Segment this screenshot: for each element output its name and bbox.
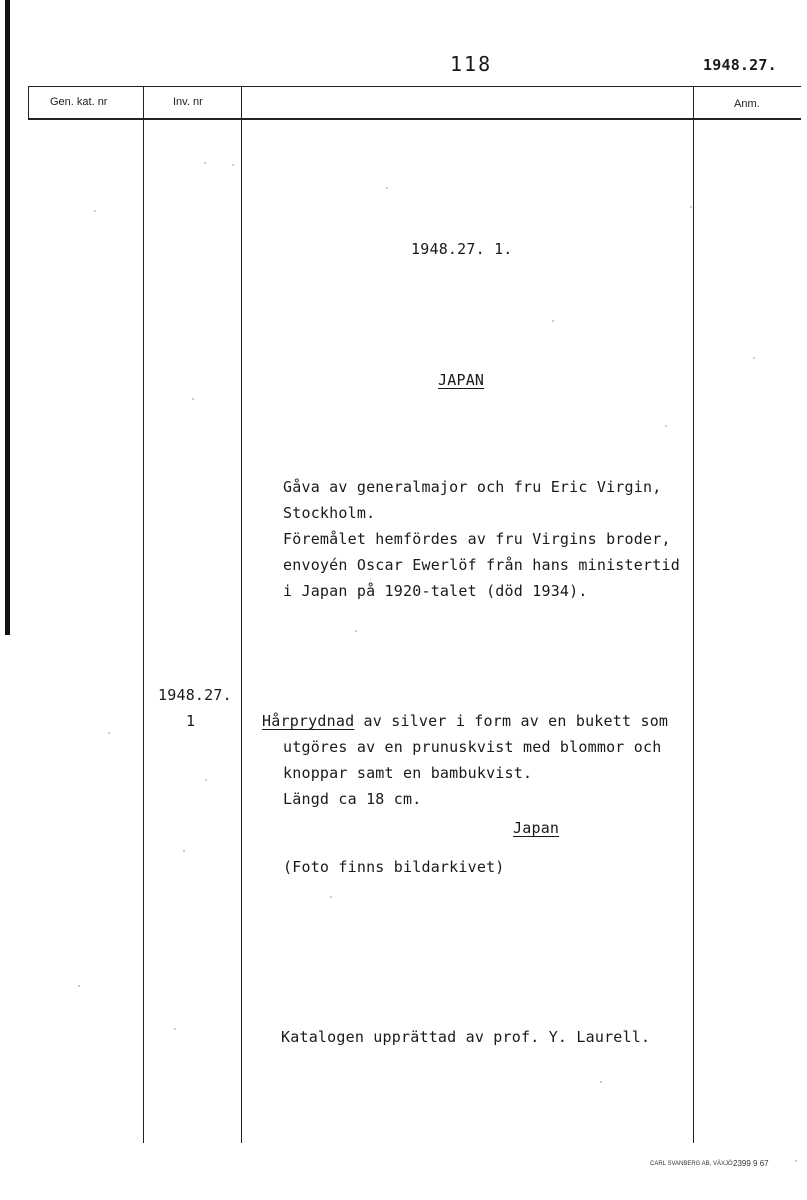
- column-divider-2: [241, 86, 242, 1143]
- item-title: Hårprydnad: [262, 712, 355, 730]
- scan-speck: [552, 320, 554, 322]
- printer-name: CARL SVANBERG AB, VÄXJÖ: [650, 1161, 733, 1167]
- form-number: 2399 9 67: [733, 1159, 769, 1168]
- scan-speck: [192, 398, 194, 400]
- item-description-line: Längd ca 18 cm.: [283, 790, 422, 808]
- cataloguer-note: Katalogen upprättad av prof. Y. Laurell.: [281, 1028, 651, 1046]
- item-first-line: [262, 708, 668, 734]
- scan-speck: [600, 1081, 602, 1083]
- scan-speck: [690, 206, 692, 208]
- scan-speck: [330, 896, 332, 898]
- donation-text: [283, 474, 680, 604]
- photo-note: (Foto finns bildarkivet): [283, 858, 505, 876]
- column-header-gen-kat: Gen. kat. nr: [50, 96, 108, 108]
- scan-speck: [232, 164, 234, 166]
- printer-imprint: [650, 1161, 733, 1167]
- scan-speck: [355, 630, 357, 632]
- item-description: [283, 734, 661, 812]
- accession-number-header: 1948.27.: [703, 56, 777, 74]
- scan-speck: [94, 210, 96, 212]
- entry-heading: 1948.27. 1.: [411, 240, 513, 258]
- scan-speck: [795, 1160, 797, 1162]
- scan-speck: [174, 1028, 176, 1030]
- item-description-line: knoppar samt en bambukvist.: [283, 764, 533, 782]
- scan-speck: [205, 779, 207, 781]
- item-description-line: utgöres av en prunuskvist med blommor och: [283, 738, 662, 756]
- country-heading: JAPAN: [438, 371, 485, 389]
- donation-line: Föremålet hemfördes av fru Virgins broder,: [283, 530, 671, 548]
- scan-speck: [78, 985, 80, 987]
- scan-speck: [183, 850, 185, 852]
- scan-speck: [108, 732, 110, 734]
- donation-line: Stockholm.: [283, 504, 376, 522]
- donation-line: Gåva av generalmajor och fru Eric Virgin,: [283, 478, 662, 496]
- table-left-edge: [28, 86, 29, 120]
- scan-speck: [753, 357, 755, 359]
- column-divider-3: [693, 86, 694, 1143]
- column-header-anm: Anm.: [734, 98, 760, 110]
- scan-speck: [204, 162, 206, 164]
- scan-speck: [386, 187, 388, 189]
- donation-line: i Japan på 1920-talet (död 1934).: [283, 582, 588, 600]
- binding-edge-bar: [5, 0, 10, 635]
- column-divider-1: [143, 86, 144, 1143]
- item-origin: Japan: [513, 819, 560, 837]
- page-number: 118: [450, 52, 493, 76]
- inventory-subnumber: 1: [186, 712, 196, 730]
- item-first-line-rest: av silver i form av en bukett som: [354, 712, 669, 730]
- column-header-inv: Inv. nr: [173, 96, 203, 108]
- scan-speck: [665, 425, 667, 427]
- inventory-number: 1948.27.: [158, 686, 232, 704]
- donation-line: envoyén Oscar Ewerlöf från hans ministertid: [283, 556, 680, 574]
